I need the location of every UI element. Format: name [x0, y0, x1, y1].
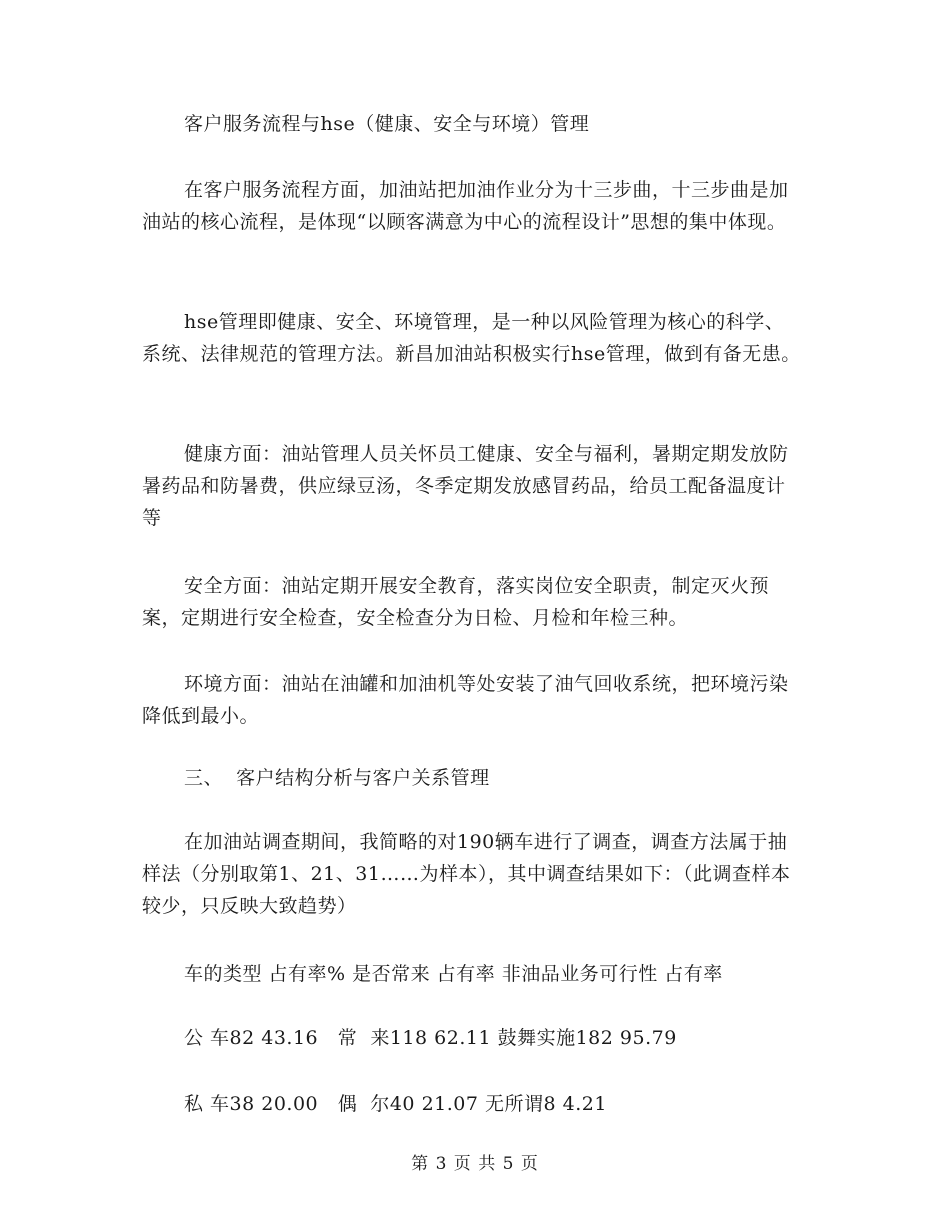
- paragraph-environment: 环境方面：油站在油罐和加油机等处安装了油气回收系统，把环境污染降低到最小。: [142, 673, 789, 727]
- section-heading-hse: 客户服务流程与hse（健康、安全与环境）管理: [184, 113, 590, 135]
- paragraph-service-flow: 在客户服务流程方面，加油站把加油作业分为十三步曲，十三步曲是加油站的核心流程，是体现“以顾客满意为中心的流程设计”思想的集中体现。: [142, 179, 789, 233]
- table-row-public-car: 公 车82 43.16 常 来118 62.11 鼓舞实施182 95.79: [184, 1027, 677, 1049]
- table-row-private-car: 私 车38 20.00 偶 尔40 21.07 无所谓8 4.21: [184, 1093, 607, 1115]
- table-header-line: 车的类型 占有率% 是否常来 占有率 非油品业务可行性 占有率: [184, 963, 723, 985]
- paragraph-survey: 在加油站调查期间，我简略的对190辆车进行了调查，调查方法属于抽样法（分别取第1、21、31……为样本），其中调查结果如下：（此调查样本较少，只反映大致趋势）: [142, 831, 791, 917]
- paragraph-health: 健康方面：油站管理人员关怀员工健康、安全与福利，暑期定期发放防暑药品和防暑费，供应绿豆汤，冬季定期发放感冒药品，给员工配备温度计等: [142, 443, 789, 529]
- paragraph-hse-management: hse管理即健康、安全、环境管理，是一种以风险管理为核心的科学、系统、法律规范的管理方法。新昌加油站积极实行hse管理，做到有备无患。: [142, 311, 801, 365]
- paragraph-safety: 安全方面：油站定期开展安全教育，落实岗位安全职责，制定灭火预案，定期进行安全检查，安全检查分为日检、月检和年检三种。: [142, 575, 770, 629]
- section-heading-customer-structure: 三、 客户结构分析与客户关系管理: [184, 767, 490, 789]
- page-number-footer: 第 3 页 共 5 页: [411, 1154, 539, 1174]
